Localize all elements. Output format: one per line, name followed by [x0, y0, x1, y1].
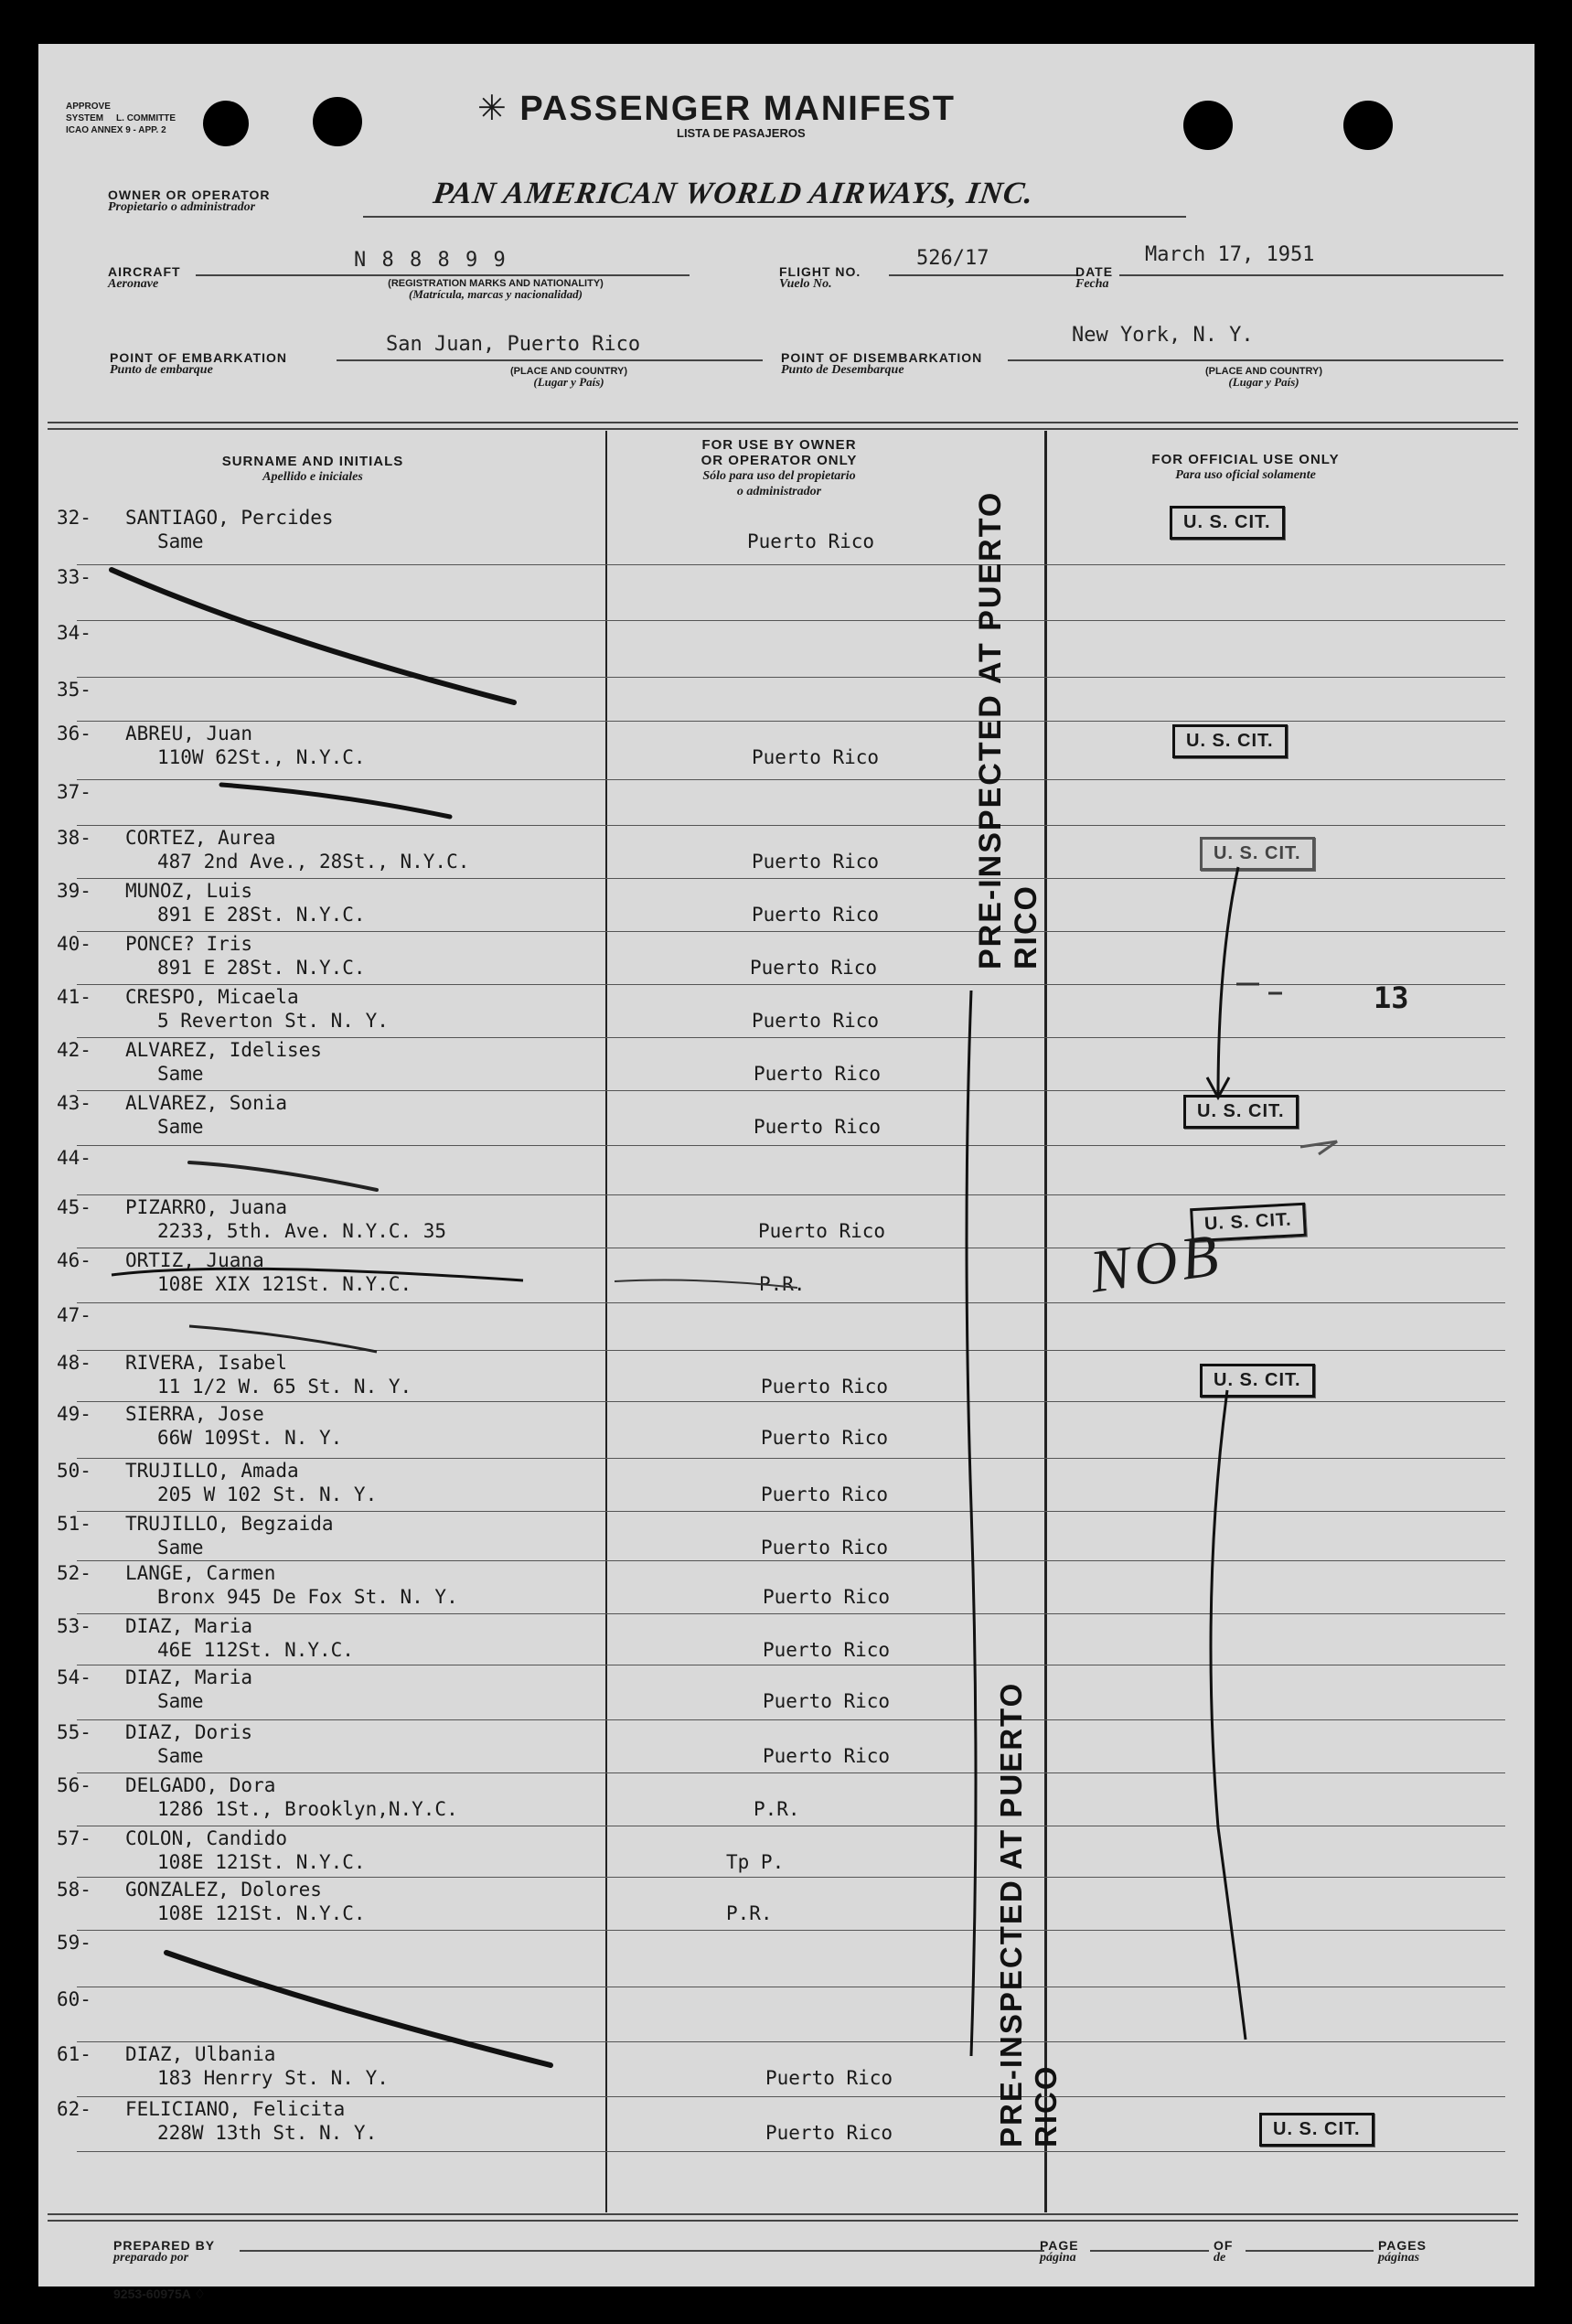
- row-number: 48-: [57, 1352, 91, 1374]
- passenger-name: PONCE? Iris: [125, 933, 253, 955]
- of-label-es: de: [1214, 2251, 1226, 2265]
- flight-label-text: FLIGHT NO.: [779, 264, 861, 279]
- pages-label-text: PAGES: [1378, 2238, 1427, 2253]
- origin-value: Puerto Rico: [752, 851, 880, 873]
- pre-inspected-stamp: PRE-INSPECTED AT PUERTO RICO: [973, 490, 1043, 969]
- col3-label-es: Para uso oficial solamente: [1175, 468, 1316, 482]
- aircraft-label-es: Aeronave: [108, 277, 159, 291]
- origin-value: Puerto Rico: [750, 957, 878, 979]
- table-bottom-rule: [48, 2213, 1518, 2215]
- passenger-address: 891 E 28St. N.Y.C.: [157, 904, 366, 926]
- origin-value: Puerto Rico: [761, 1483, 889, 1505]
- passenger-address: 183 Henrry St. N. Y.: [157, 2067, 389, 2089]
- disembark-label-text: POINT OF DISEMBARKATION: [781, 350, 983, 365]
- pages-label: [1378, 2239, 1427, 2265]
- col3-label: FOR OFFICIAL USE ONLY: [1151, 452, 1340, 467]
- tick-mark: [967, 991, 976, 2056]
- passenger-address: Same: [157, 1116, 204, 1138]
- row-number: 42-: [57, 1039, 91, 1061]
- flight-value: 526/17: [916, 247, 989, 270]
- strike-mark: [112, 570, 514, 702]
- of-label: [1214, 2239, 1233, 2265]
- strike-mark: [189, 1326, 377, 1352]
- origin-value: Puerto Rico: [763, 1639, 891, 1661]
- us-cit-stamp: U. S. CIT.: [1190, 1203, 1306, 1243]
- passenger-address: 46E 112St. N.Y.C.: [157, 1639, 354, 1661]
- row-number: 53-: [57, 1615, 91, 1637]
- origin-value: Puerto Rico: [765, 2067, 893, 2089]
- row-number: 45-: [57, 1196, 91, 1218]
- dash-mark: [1236, 984, 1282, 993]
- row-number: 33-: [57, 566, 91, 588]
- origin-value: Puerto Rico: [763, 1745, 891, 1767]
- row-number: 32-: [57, 507, 91, 529]
- origin-value: Puerto Rico: [754, 1063, 882, 1085]
- nob-annotation: NOB: [1085, 1221, 1226, 1306]
- origin-value: Puerto Rico: [752, 746, 880, 768]
- passenger-address: Same: [157, 1745, 204, 1767]
- count-annotation: 13: [1374, 980, 1409, 1015]
- us-cit-stamp: U. S. CIT.: [1200, 1364, 1315, 1398]
- form-subtitle: LISTA DE PASAJEROS: [677, 126, 806, 140]
- passenger-name: GONZALEZ, Dolores: [125, 1879, 322, 1901]
- row-number: 54-: [57, 1666, 91, 1688]
- row-number: 52-: [57, 1562, 91, 1584]
- passenger-address: Same: [157, 1063, 204, 1085]
- arrow-mark: [1211, 1390, 1246, 2040]
- approval-line3: ICAO ANNEX 9 - APP. 2: [66, 125, 166, 135]
- prepared-label-text: PREPARED BY: [113, 2238, 216, 2253]
- passenger-name: CORTEZ, Aurea: [125, 827, 276, 849]
- row-number: 62-: [57, 2098, 91, 2120]
- passenger-name: MUNOZ, Luis: [125, 880, 253, 902]
- passenger-name: DIAZ, Maria: [125, 1666, 253, 1688]
- origin-value: Puerto Rico: [758, 1220, 886, 1242]
- row-number: 40-: [57, 933, 91, 955]
- strike-mark: [112, 1269, 523, 1280]
- row-number: 47-: [57, 1304, 91, 1326]
- row-number: 56-: [57, 1774, 91, 1796]
- strike-mark: [221, 785, 450, 817]
- row-number: 44-: [57, 1147, 91, 1169]
- passenger-name: ORTIZ, Juana: [125, 1249, 264, 1271]
- row-number: 55-: [57, 1721, 91, 1743]
- origin-value: Puerto Rico: [761, 1537, 889, 1558]
- passenger-address: 205 W 102 St. N. Y.: [157, 1483, 378, 1505]
- tick-mark: [1300, 1141, 1337, 1154]
- row-number: 34-: [57, 622, 91, 644]
- strike-mark: [189, 1162, 377, 1190]
- passenger-address: Same: [157, 530, 204, 552]
- manifest-sheet: [38, 44, 1535, 2301]
- row-number: 51-: [57, 1513, 91, 1535]
- form-number-text: 9253-60975A: [113, 2287, 191, 2301]
- origin-value: Tp P.: [726, 1851, 785, 1873]
- owner-label-es: Propietario o administrador: [108, 200, 256, 214]
- asterisk-icon: ✳: [477, 90, 508, 128]
- row-number: 61-: [57, 2043, 91, 2065]
- row-number: 57-: [57, 1827, 91, 1849]
- origin-value: Puerto Rico: [761, 1427, 889, 1449]
- passenger-name: TRUJILLO, Begzaida: [125, 1513, 334, 1535]
- prepared-label-es: preparado por: [113, 2251, 189, 2265]
- origin-value: Puerto Rico: [761, 1376, 889, 1398]
- table-bottom-rule-2: [48, 2220, 1518, 2222]
- col1-label-es: Apellido e iniciales: [262, 470, 363, 484]
- passenger-name: CRESPO, Micaela: [125, 986, 299, 1008]
- embark-value: San Juan, Puerto Rico: [386, 333, 641, 356]
- aircraft-note-es: (Matrícula, marcas y nacionalidad): [409, 287, 583, 301]
- passenger-address: 1286 1St., Brooklyn,N.Y.C.: [157, 1798, 458, 1820]
- row-number: 58-: [57, 1879, 91, 1901]
- aircraft-note-text: (REGISTRATION MARKS AND NATIONALITY): [388, 278, 604, 289]
- embark-label-text: POINT OF EMBARKATION: [110, 350, 287, 365]
- owner-value: PAN AMERICAN WORLD AIRWAYS, INC.: [431, 177, 1036, 210]
- aircraft-value: N 8 8 8 9 9: [354, 249, 508, 272]
- embark-note-es: (Lugar y País): [533, 375, 604, 389]
- passenger-name: SIERRA, Jose: [125, 1403, 264, 1425]
- row-number: 35-: [57, 679, 91, 701]
- col2-line1: FOR USE BY OWNER: [701, 437, 857, 453]
- embark-label-es: Punto de embarque: [110, 363, 213, 377]
- arrow-mark: [1218, 867, 1238, 1098]
- passenger-name: ABREU, Juan: [125, 723, 253, 744]
- page-label-es: página: [1040, 2251, 1076, 2265]
- row-number: 49-: [57, 1403, 91, 1425]
- passenger-name: COLON, Candido: [125, 1827, 288, 1849]
- form-number: [113, 2287, 206, 2302]
- passenger-name: DIAZ, Doris: [125, 1721, 253, 1743]
- passenger-name: DIAZ, Ulbania: [125, 2043, 276, 2065]
- passenger-address: 108E 121St. N.Y.C.: [157, 1902, 366, 1924]
- page-label-text: PAGE: [1040, 2238, 1079, 2253]
- approval-line1: APPROVE: [66, 102, 111, 112]
- passenger-name: DELGADO, Dora: [125, 1774, 276, 1796]
- flight-label-es: Vuelo No.: [779, 277, 832, 291]
- disembark-note-es: (Lugar y País): [1228, 375, 1299, 389]
- us-cit-stamp: U. S. CIT.: [1200, 837, 1315, 871]
- col1-label: SURNAME AND INITIALS: [221, 454, 404, 469]
- origin-value: P.R.: [726, 1902, 773, 1924]
- row-number: 46-: [57, 1249, 91, 1271]
- passenger-address: 2233, 5th. Ave. N.Y.C. 35: [157, 1220, 447, 1242]
- prepared-label: [113, 2239, 215, 2265]
- origin-value: Puerto Rico: [752, 904, 880, 926]
- passenger-address: 5 Reverton St. N. Y.: [157, 1010, 389, 1032]
- col2-line2: OR OPERATOR ONLY: [700, 453, 858, 468]
- origin-value: Puerto Rico: [763, 1586, 891, 1608]
- passenger-name: TRUJILLO, Amada: [125, 1460, 299, 1482]
- origin-value: P.R.: [754, 1798, 800, 1820]
- origin-value: Puerto Rico: [763, 1690, 891, 1712]
- row-number: 60-: [57, 1988, 91, 2010]
- row-number: 38-: [57, 827, 91, 849]
- aircraft-label-text: AIRCRAFT: [108, 264, 181, 279]
- row-number: 37-: [57, 781, 91, 803]
- date-value: March 17, 1951: [1145, 243, 1315, 266]
- passenger-name: ALVAREZ, Idelises: [125, 1039, 322, 1061]
- col2-es1: Sólo para uso del propietario: [702, 469, 856, 483]
- passenger-address: Bronx 945 De Fox St. N. Y.: [157, 1586, 458, 1608]
- passenger-name: PIZARRO, Juana: [125, 1196, 288, 1218]
- us-cit-stamp: U. S. CIT.: [1259, 2113, 1374, 2147]
- pages-label-es: páginas: [1378, 2251, 1420, 2265]
- disembark-value: New York, N. Y.: [1072, 324, 1254, 347]
- passenger-name: DIAZ, Maria: [125, 1615, 253, 1637]
- passenger-name: ALVAREZ, Sonia: [125, 1092, 288, 1114]
- passenger-address: 108E XIX 121St. N.Y.C.: [157, 1273, 412, 1295]
- strike-mark: [615, 1280, 797, 1288]
- prepared-underline: [240, 2250, 1044, 2252]
- row-number: 43-: [57, 1092, 91, 1114]
- passenger-address: Same: [157, 1537, 204, 1558]
- origin-value: P.R.: [759, 1273, 806, 1295]
- origin-value: Puerto Rico: [765, 2122, 893, 2144]
- row-number: 50-: [57, 1460, 91, 1482]
- date-label-text: DATE: [1075, 264, 1114, 279]
- page-label: [1040, 2239, 1079, 2265]
- passenger-address: 110W 62St., N.Y.C.: [157, 746, 366, 768]
- origin-value: Puerto Rico: [754, 1116, 882, 1138]
- passenger-address: 487 2nd Ave., 28St., N.Y.C.: [157, 851, 470, 873]
- passenger-name: FELICIANO, Felicita: [125, 2098, 346, 2120]
- approval-line2: SYSTEM: [66, 113, 104, 123]
- origin-value: Puerto Rico: [747, 530, 875, 552]
- row-number: 59-: [57, 1932, 91, 1954]
- passenger-address: 66W 109St. N. Y.: [157, 1427, 343, 1449]
- passenger-address: 891 E 28St. N.Y.C.: [157, 957, 366, 979]
- date-label-es: Fecha: [1075, 277, 1109, 291]
- of-label-text: OF: [1214, 2238, 1234, 2253]
- us-cit-stamp: U. S. CIT.: [1170, 506, 1285, 540]
- passenger-name: RIVERA, Isabel: [125, 1352, 288, 1374]
- passenger-name: SANTIAGO, Percides: [125, 507, 334, 529]
- us-cit-stamp: U. S. CIT.: [1183, 1095, 1299, 1129]
- passenger-address: 108E 121St. N.Y.C.: [157, 1851, 366, 1873]
- row-number: 39-: [57, 880, 91, 902]
- page-underline: [1090, 2250, 1209, 2252]
- passenger-address: Same: [157, 1690, 204, 1712]
- disembark-note-text: (PLACE AND COUNTRY): [1204, 366, 1323, 377]
- row-number: 41-: [57, 986, 91, 1008]
- us-cit-stamp: U. S. CIT.: [1172, 724, 1288, 758]
- of-underline: [1246, 2250, 1374, 2252]
- passenger-address: 228W 13th St. N. Y.: [157, 2122, 378, 2144]
- passenger-name: LANGE, Carmen: [125, 1562, 276, 1584]
- passenger-address: 11 1/2 W. 65 St. N. Y.: [157, 1376, 412, 1398]
- printer-mark-icon: ♢: [194, 2287, 206, 2301]
- disembark-label-es: Punto de Desembarque: [781, 363, 904, 377]
- owner-label-text: OWNER OR OPERATOR: [108, 187, 271, 202]
- strike-mark: [166, 1953, 551, 2065]
- handwritten-marks: [38, 44, 1535, 2287]
- title-text: PASSENGER MANIFEST: [519, 90, 956, 128]
- col2-es2: o administrador: [736, 485, 822, 498]
- row-number: 36-: [57, 723, 91, 744]
- embark-note-text: (PLACE AND COUNTRY): [509, 366, 628, 377]
- origin-value: Puerto Rico: [752, 1010, 880, 1032]
- approval-line2b: L. COMMITTE: [116, 113, 176, 123]
- pre-inspected-stamp: PRE-INSPECTED AT PUERTO RICO: [994, 1681, 1063, 2147]
